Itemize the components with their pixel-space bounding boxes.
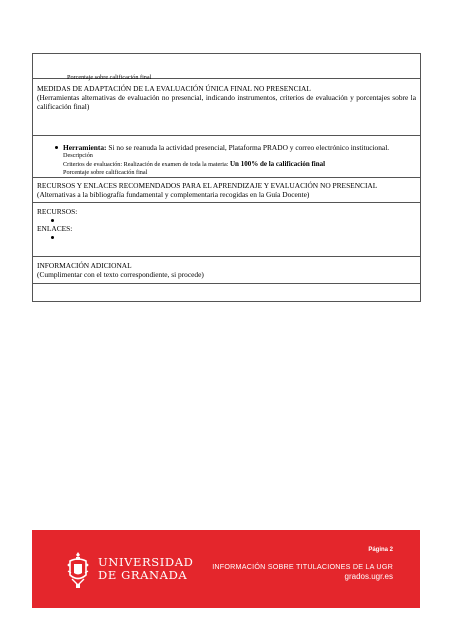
tool-text: Si no se reanuda la actividad presencial, Plataforma PRADO y correo electrónico institucional. xyxy=(106,143,390,152)
enlaces-label: ENLACES: xyxy=(37,224,73,233)
titulaciones-info: INFORMACIÓN SOBRE TITULACIONES DE LA UGR xyxy=(212,562,393,571)
resources-subtitle: (Alternativas a la bibliografía fundamental y complementaria recogidas en la Guía Docente) xyxy=(37,190,310,199)
measures-title: MEDIDAS DE ADAPTACIÓN DE LA EVALUACIÓN ÚNICA FINAL NO PRESENCIAL xyxy=(37,84,311,93)
page-number: Página 2 xyxy=(368,547,393,553)
table-row-resources-header xyxy=(33,178,420,203)
table-row-measures-header xyxy=(33,79,420,136)
tool-item xyxy=(37,143,416,152)
tool-label: Herramienta: xyxy=(63,143,107,152)
criteria-bold: Un 100% de la calificación final xyxy=(230,160,326,168)
footer-banner xyxy=(32,530,420,608)
university-seal-icon xyxy=(65,551,91,589)
table-row-empty xyxy=(33,284,420,302)
measures-subtitle: (Herramientas alternativas de evaluación no presencial, indicando instrumentos, criterios de evaluación y porcentajes sobre la calificación final) xyxy=(37,93,416,111)
tool-percentage: Porcentaje sobre calificación final xyxy=(63,169,148,176)
university-name-line1: UNIVERSIDAD xyxy=(98,555,194,569)
enlaces-bullet xyxy=(37,233,416,241)
percentage-label: Porcentaje sobre calificación final xyxy=(67,74,152,81)
additional-info-title: INFORMACIÓN ADICIONAL xyxy=(37,261,132,270)
table-row-tool xyxy=(33,136,420,178)
university-name-line2: DE GRANADA xyxy=(98,568,188,582)
table-row-percentage xyxy=(33,54,420,79)
university-name xyxy=(98,556,193,582)
criteria-text: Criterios de evaluación: Realización de examen de toda la materia: xyxy=(63,161,230,168)
table-row-additional-info xyxy=(33,257,420,284)
resources-title: RECURSOS Y ENLACES RECOMENDADOS PARA EL APRENDIZAJE Y EVALUACIÓN NO PRESENCIAL xyxy=(37,181,378,190)
additional-info-subtitle: (Cumplimentar con el texto correspondiente, si procede) xyxy=(37,270,204,279)
evaluation-table xyxy=(32,53,421,302)
recursos-label: RECURSOS: xyxy=(37,207,78,216)
recursos-bullet xyxy=(37,216,416,224)
table-row-resources xyxy=(33,203,420,257)
tool-criteria xyxy=(37,160,416,169)
tool-description: Descripción xyxy=(63,152,93,159)
website-link[interactable]: grados.ugr.es xyxy=(344,572,393,581)
